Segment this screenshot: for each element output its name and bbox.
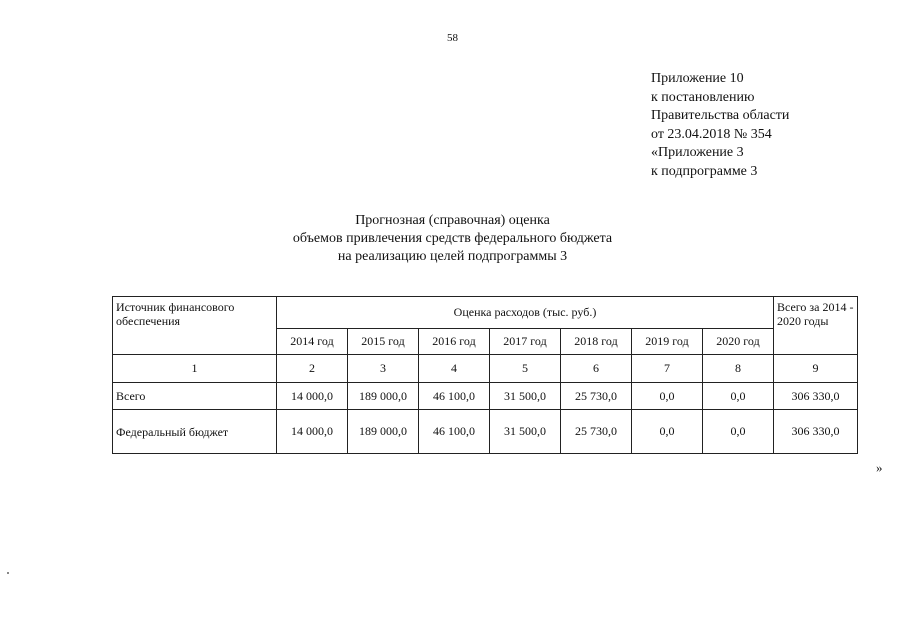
cell-value: 25 730,0	[561, 410, 632, 454]
cell-value: 189 000,0	[348, 383, 419, 410]
cell-value: 46 100,0	[419, 383, 490, 410]
estimate-header: Оценка расходов (тыс. руб.)	[277, 297, 774, 329]
year-header: 2017 год	[490, 329, 561, 355]
total-header: Всего за 2014 - 2020 годы	[774, 297, 858, 355]
source-header: Источник финансового обеспечения	[113, 297, 277, 355]
title-line: Прогнозная (справочная) оценка	[355, 213, 550, 228]
page-number: 58	[447, 32, 458, 44]
annex-header	[651, 70, 789, 182]
year-header: 2016 год	[419, 329, 490, 355]
budget-table	[112, 296, 858, 454]
row-label: Всего	[113, 383, 277, 410]
column-number: 8	[703, 355, 774, 383]
cell-value: 31 500,0	[490, 383, 561, 410]
annex-line: Приложение 10	[651, 71, 744, 86]
year-header: 2014 год	[277, 329, 348, 355]
cell-value: 25 730,0	[561, 383, 632, 410]
table-row-total	[113, 383, 858, 410]
column-number: 4	[419, 355, 490, 383]
row-total: 306 330,0	[774, 383, 858, 410]
column-number: 2	[277, 355, 348, 383]
table-header-row	[113, 297, 858, 329]
cell-value: 14 000,0	[277, 383, 348, 410]
column-number: 5	[490, 355, 561, 383]
document-title	[0, 212, 905, 266]
annex-line: от 23.04.2018 № 354	[651, 126, 772, 142]
cell-value: 189 000,0	[348, 410, 419, 454]
annex-line: к подпрограмме 3	[651, 163, 758, 179]
scan-speck	[7, 572, 9, 574]
closing-quote: »	[876, 460, 883, 475]
cell-value: 0,0	[632, 383, 703, 410]
annex-line: к постановлению	[651, 89, 755, 105]
annex-line: Правительства области	[651, 108, 790, 124]
row-label: Федеральный бюджет	[113, 410, 277, 454]
title-line: объемов привлечения средств федерального бюджета	[292, 231, 613, 246]
column-number-row	[113, 355, 858, 383]
year-header: 2020 год	[703, 329, 774, 355]
column-number: 7	[632, 355, 703, 383]
column-number: 6	[561, 355, 632, 383]
cell-value: 46 100,0	[419, 410, 490, 454]
column-number: 1	[113, 355, 277, 383]
cell-value: 0,0	[703, 410, 774, 454]
row-total: 306 330,0	[774, 410, 858, 454]
cell-value: 0,0	[632, 410, 703, 454]
column-number: 3	[348, 355, 419, 383]
annex-line: «Приложение 3	[651, 145, 744, 161]
title-line: на реализацию целей подпрограммы 3	[337, 249, 568, 264]
year-header: 2018 год	[561, 329, 632, 355]
table-row-federal-budget	[113, 410, 858, 454]
cell-value: 14 000,0	[277, 410, 348, 454]
column-number: 9	[774, 355, 858, 383]
cell-value: 0,0	[703, 383, 774, 410]
cell-value: 31 500,0	[490, 410, 561, 454]
year-header: 2019 год	[632, 329, 703, 355]
year-header: 2015 год	[348, 329, 419, 355]
